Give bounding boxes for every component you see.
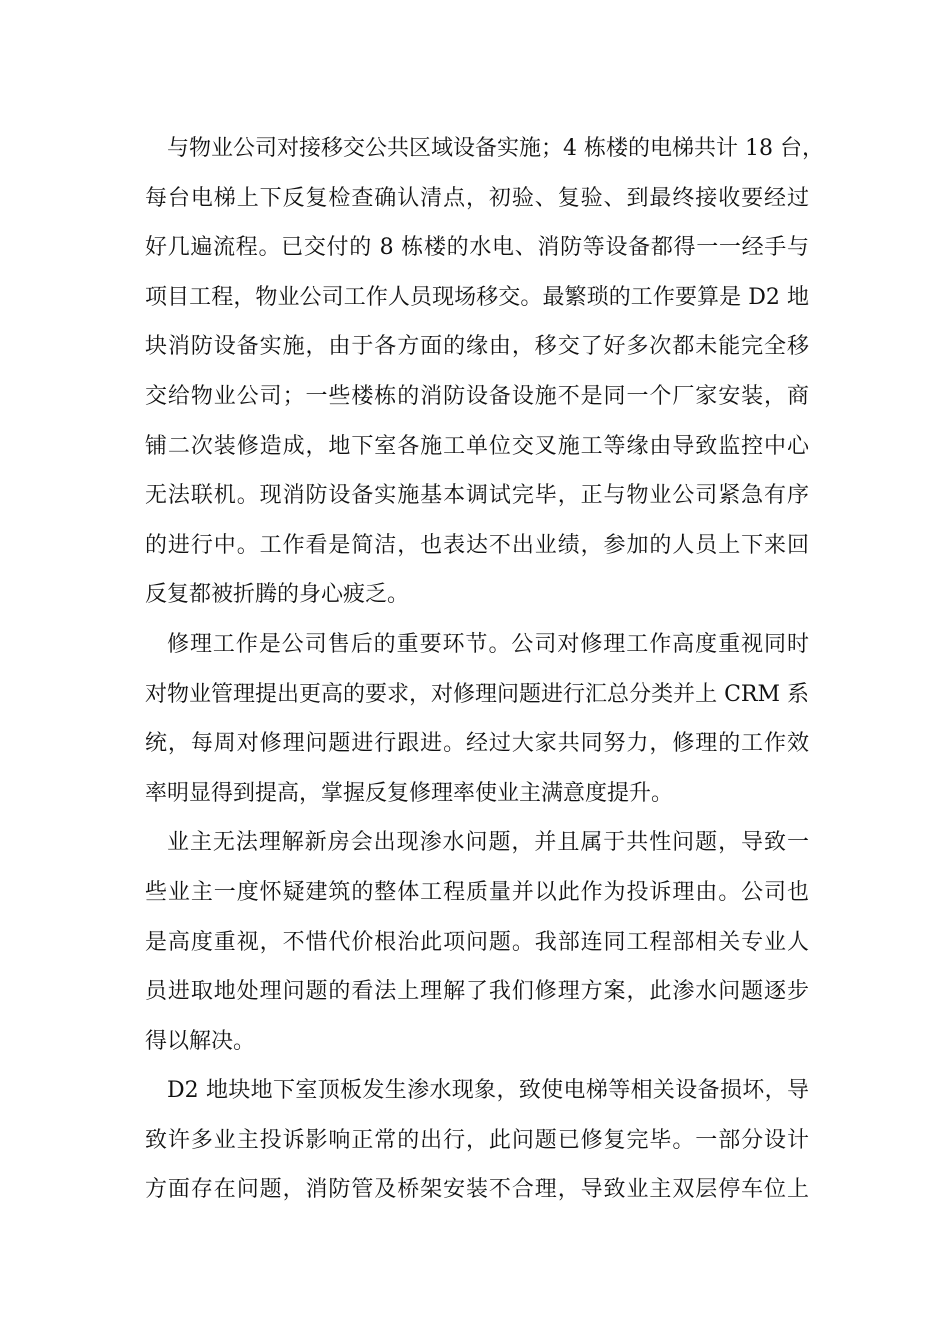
text-line: 业主无法理解新房会出现渗水问题，并且属于共性问题，导致一: [167, 830, 809, 856]
text-line: 块消防设备实施，由于各方面的缘由，移交了好多次都未能完全移: [145, 334, 809, 360]
text-line: 得以解决。: [145, 1028, 256, 1054]
text-line: 修理工作是公司售后的重要环节。公司对修理工作高度重视同时: [167, 631, 809, 657]
text-line: 是高度重视，不惜代价根治此项问题。我部连同工程部相关专业人: [145, 929, 809, 955]
text-line: 好几遍流程。已交付的 8 栋楼的水电、消防等设备都得一一经手与: [145, 235, 809, 261]
paragraph-basement: [145, 1066, 809, 1215]
text-line: 铺二次装修造成，地下室各施工单位交叉施工等缘由导致监控中心: [145, 433, 809, 459]
document-body: [145, 124, 824, 1215]
text-line: 致许多业主投诉影响正常的出行，此问题已修复完毕。一部分设计: [145, 1127, 809, 1153]
text-line: 与物业公司对接移交公共区域设备实施；4 栋楼的电梯共计 18 台，: [167, 136, 824, 161]
text-line: 无法联机。现消防设备实施基本调试完毕，正与物业公司紧急有序: [145, 483, 809, 509]
paragraph-leakage: [145, 818, 809, 1066]
text-line: 交给物业公司；一些楼栋的消防设备设施不是同一个厂家安装，商: [145, 383, 809, 409]
text-line: 统，每周对修理问题进行跟进。经过大家共同努力，修理的工作效: [145, 731, 809, 757]
text-line: 方面存在问题，消防管及桥架安装不合理，导致业主双层停车位上: [145, 1177, 809, 1203]
paragraph-repair: [145, 620, 809, 818]
text-line: 反复都被折腾的身心疲乏。: [145, 582, 410, 608]
text-line: D2 地块地下室顶板发生渗水现象，致使电梯等相关设备损坏，导: [167, 1078, 809, 1104]
text-line: 项目工程，物业公司工作人员现场移交。最繁琐的工作要算是 D2 地: [145, 284, 809, 310]
text-line: 员进取地处理问题的看法上理解了我们修理方案，此渗水问题逐步: [145, 979, 809, 1005]
text-line: 每台电梯上下反复检查确认清点，初验、复验、到最终接收要经过: [145, 185, 809, 211]
text-line: 率明显得到提高，掌握反复修理率使业主满意度提升。: [145, 780, 674, 806]
text-line: 对物业管理提出更高的要求，对修理问题进行汇总分类并上 CRM 系: [145, 681, 809, 707]
text-line: 些业主一度怀疑建筑的整体工程质量并以此作为投诉理由。公司也: [145, 879, 809, 905]
paragraph-handover: [145, 124, 824, 620]
text-line: 的进行中。工作看是简洁，也表达不出业绩，参加的人员上下来回: [145, 532, 809, 558]
